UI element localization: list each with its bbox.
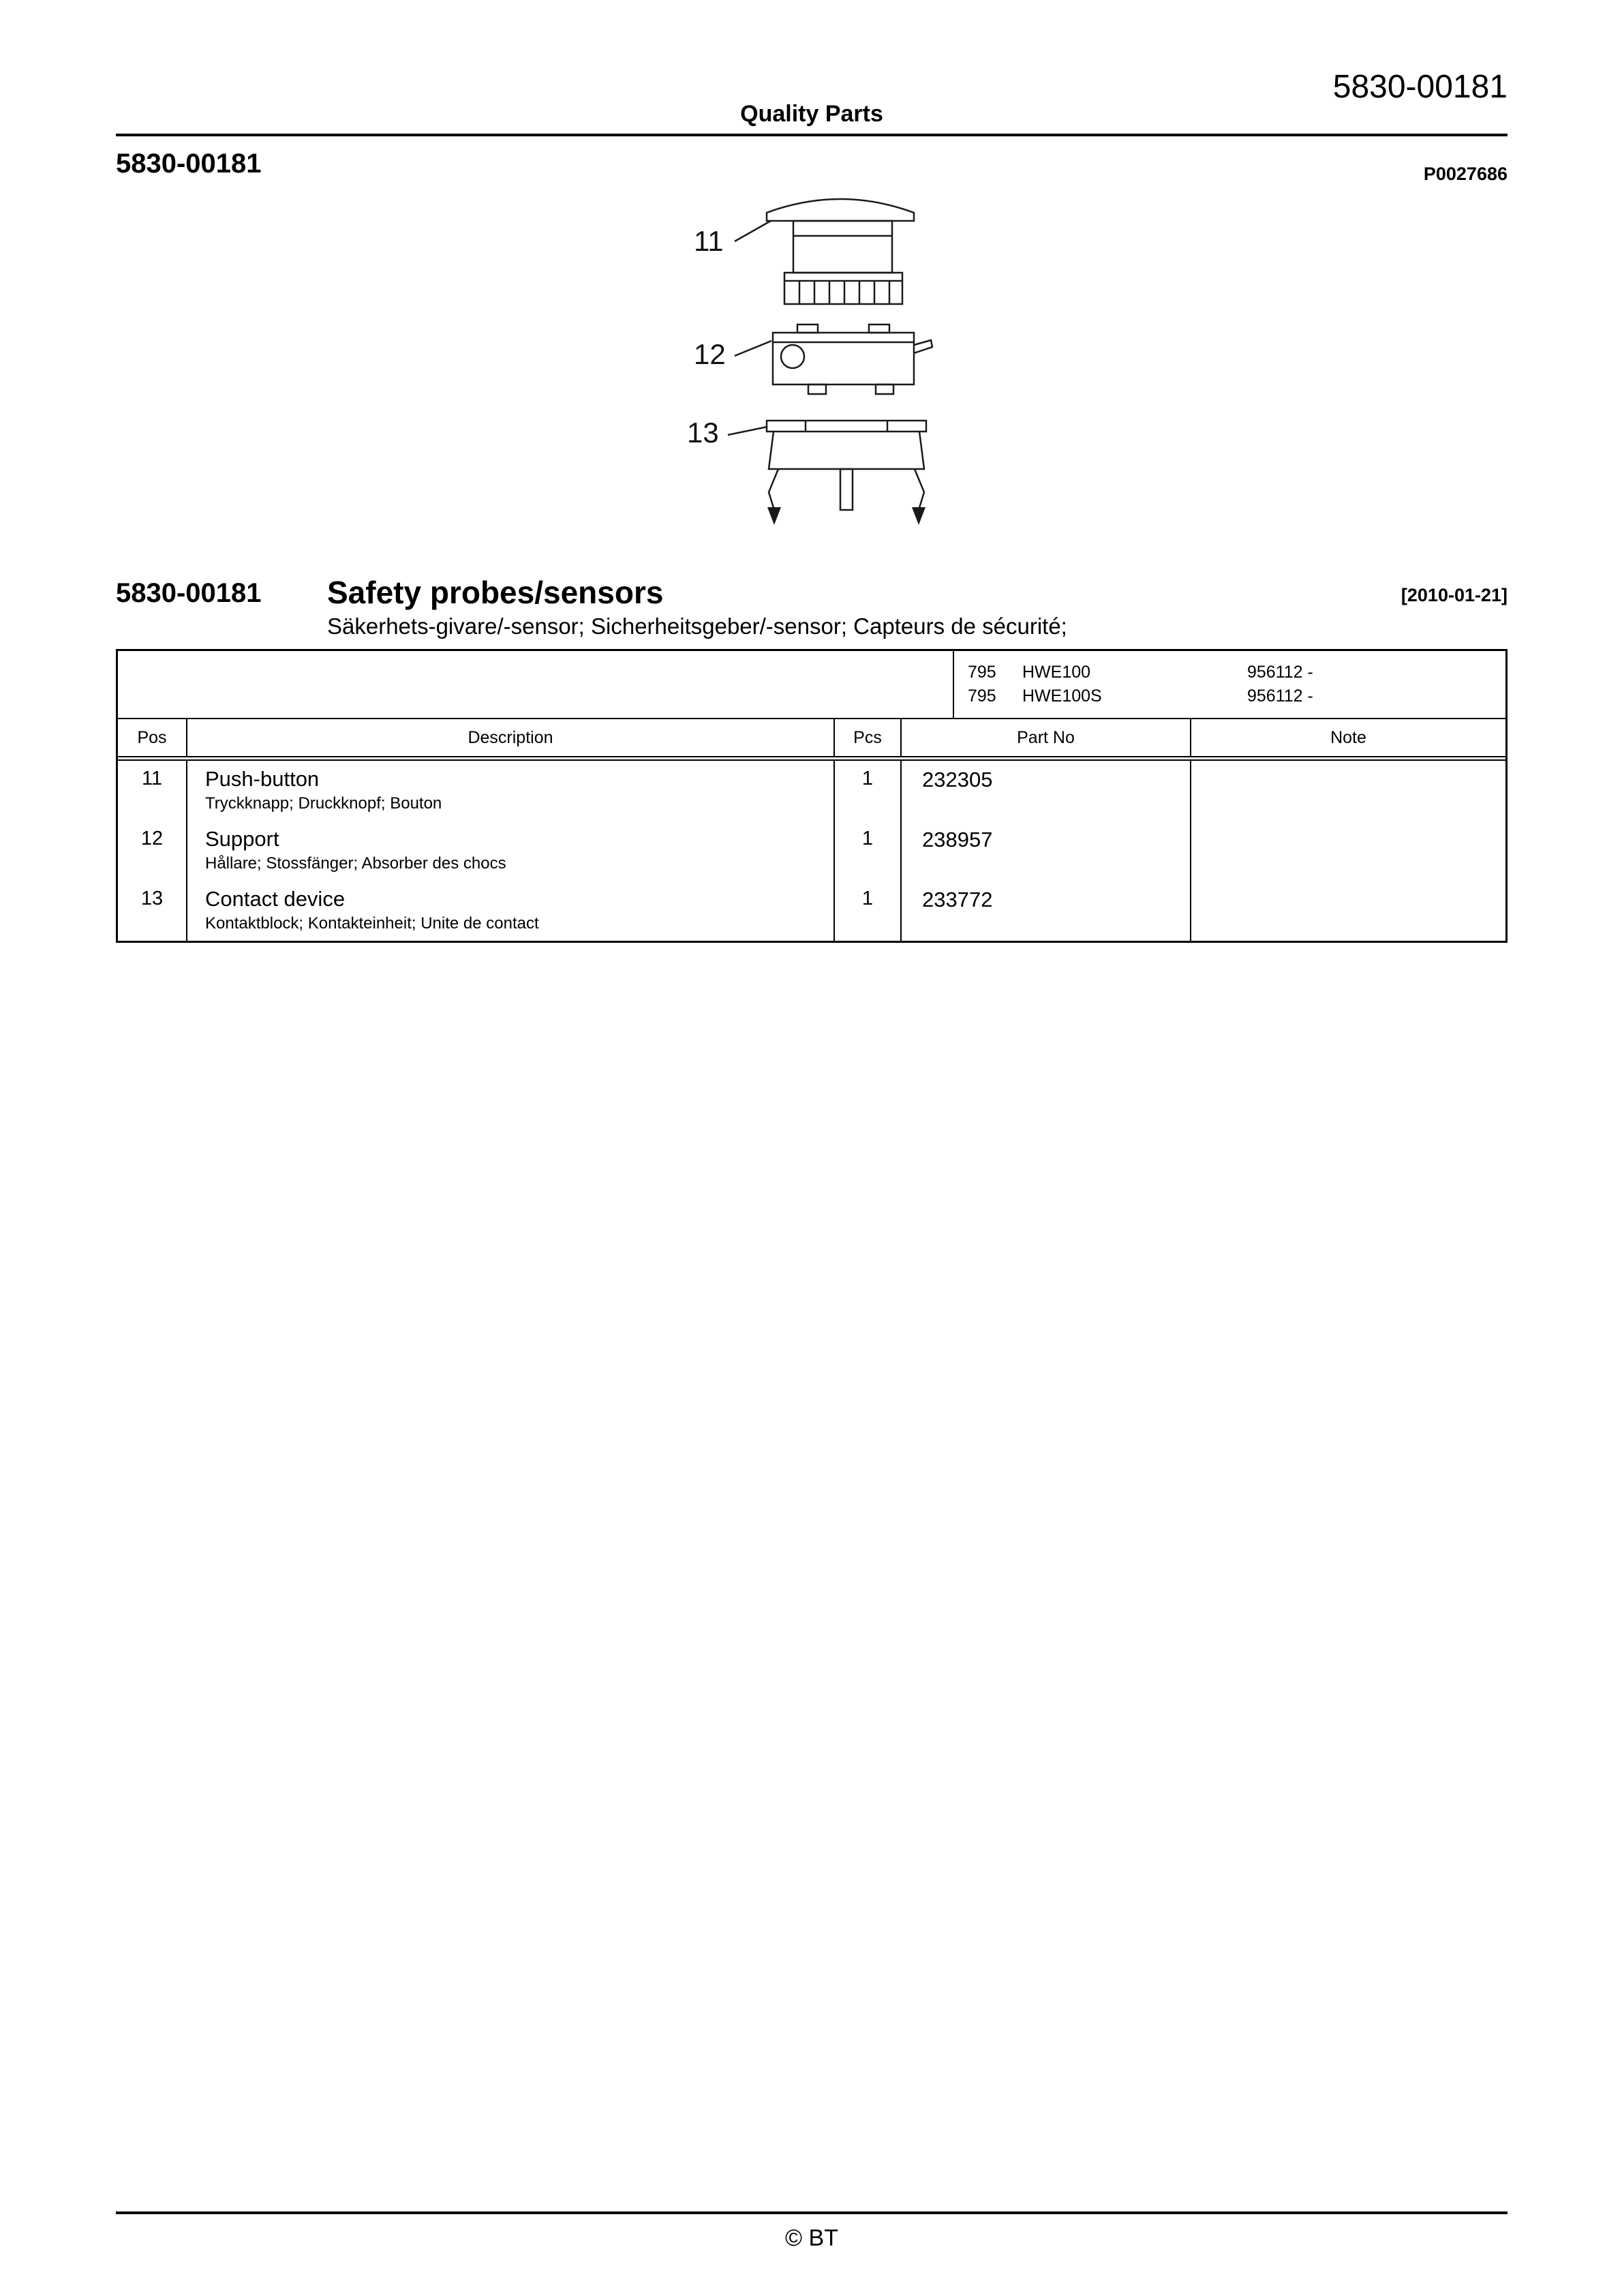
- model-row-empty-cell: [118, 651, 953, 718]
- description-translations: Kontaktblock; Kontakteinheit; Unite de contact: [205, 914, 539, 933]
- cell-pos: 11: [141, 768, 163, 789]
- table-header-row: [118, 719, 1505, 757]
- document-number-header: 5830-00181: [1332, 69, 1508, 105]
- table-row: [118, 881, 1505, 941]
- cell-note: [1190, 821, 1505, 881]
- cell-description: [186, 881, 833, 941]
- cell-note: [1190, 881, 1505, 941]
- footer-divider: [116, 2211, 1508, 2214]
- model-list: [953, 651, 1505, 718]
- model-serial-range: 956112 -: [1247, 663, 1313, 682]
- diagram-label-11: 11: [694, 225, 724, 257]
- document-number-left: 5830-00181: [116, 149, 262, 179]
- model-name: HWE100: [1022, 663, 1091, 682]
- description-translations: Hållare; Stossfänger; Absorber des chocs: [205, 854, 506, 873]
- model-line: [954, 684, 1505, 708]
- description-main: Support: [205, 827, 279, 851]
- section-number: 5830-00181: [116, 578, 262, 608]
- parts-table: [116, 649, 1508, 943]
- model-line: [954, 661, 1505, 684]
- cell-description: [186, 761, 833, 821]
- diagram-label-13: 13: [687, 417, 719, 449]
- model-name: HWE100S: [1022, 686, 1102, 706]
- section-subtitle: Säkerhets-givare/-sensor; Sicherheitsgeber/-sensor; Capteurs de sécurité;: [327, 614, 1067, 639]
- section-date: [2010-01-21]: [1401, 585, 1508, 605]
- cell-pcs: 1: [833, 761, 900, 821]
- section-title: Safety probes/sensors: [327, 575, 664, 610]
- leader-line-12: [735, 341, 771, 356]
- description-translations: Tryckknapp; Druckknopf; Bouton: [205, 794, 442, 813]
- description-main: Push-button: [205, 767, 320, 791]
- model-code: 795: [968, 663, 996, 682]
- cell-part-no: 238957: [900, 821, 1190, 881]
- model-serial-range: 956112 -: [1247, 686, 1313, 706]
- cell-pcs: 1: [833, 821, 900, 881]
- description-main: Contact device: [205, 887, 346, 911]
- cell-note: [1190, 761, 1505, 821]
- figure-code: P0027686: [1423, 164, 1508, 184]
- copyright-notice: © BT: [785, 2225, 838, 2251]
- cell-description: [186, 821, 833, 881]
- cell-pos: 13: [140, 888, 164, 909]
- leader-line-13: [728, 427, 767, 435]
- table-row: [118, 821, 1505, 881]
- diagram-part-contact-device: [767, 421, 926, 525]
- diagram-part-push-button: [767, 199, 914, 304]
- diagram-part-support: [773, 324, 932, 394]
- column-header-pcs: Pcs: [833, 719, 900, 756]
- header-divider: [116, 134, 1508, 136]
- parts-diagram: [634, 170, 1070, 552]
- column-header-part-no: Part No: [900, 719, 1190, 756]
- column-header-note: Note: [1190, 719, 1505, 756]
- cell-pcs: 1: [833, 881, 900, 941]
- cell-pos: 12: [140, 828, 164, 849]
- column-header-description: Description: [186, 719, 833, 756]
- diagram-label-12: 12: [694, 338, 726, 370]
- model-code: 795: [968, 686, 996, 706]
- cell-part-no: 232305: [900, 761, 1190, 821]
- model-applicability-row: [118, 651, 1505, 719]
- column-header-pos: Pos: [137, 727, 167, 747]
- table-row: [118, 761, 1505, 821]
- page-header-title: Quality Parts: [740, 101, 883, 127]
- cell-part-no: 233772: [900, 881, 1190, 941]
